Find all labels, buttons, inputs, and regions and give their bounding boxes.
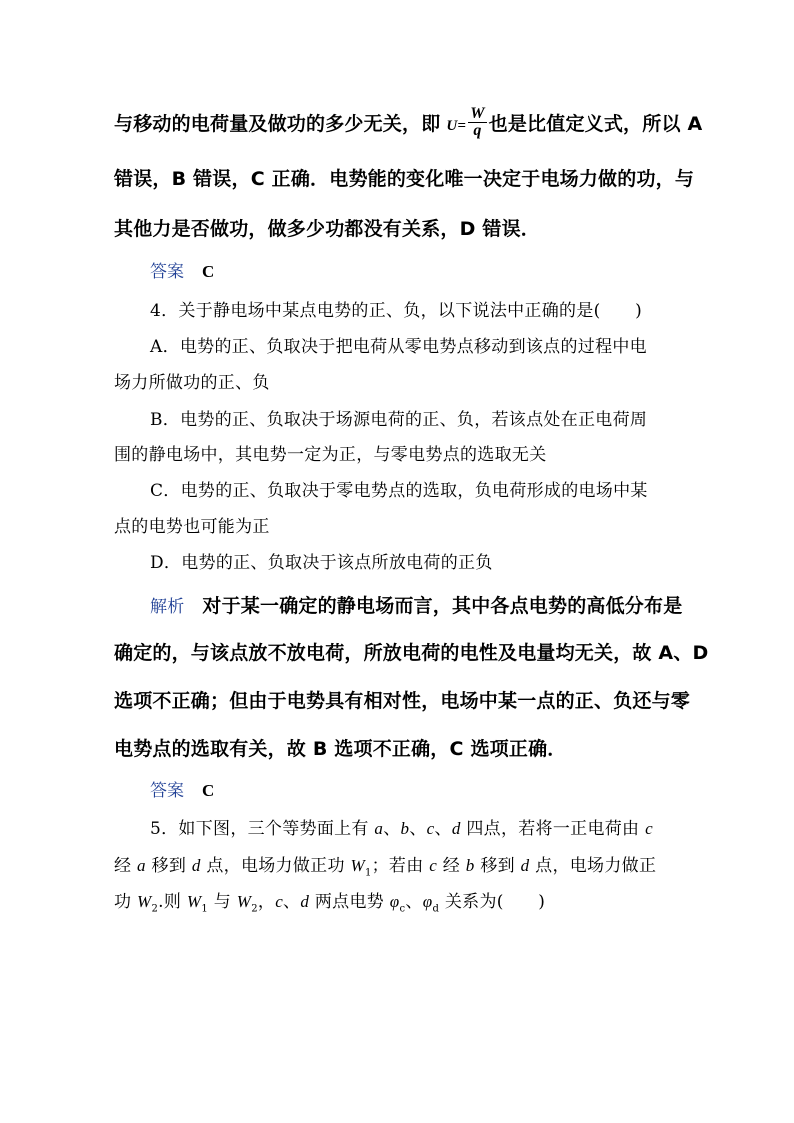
question-5-line-3: [114, 887, 545, 914]
q5-var-phi: φ: [389, 892, 400, 911]
question-4-option-c-line1: C．电势的正、负取决于零电势点的选取，负电荷形成的电场中某: [150, 481, 648, 501]
question-4-option-b-line2: 围的静电场中，其电势一定为正，与零电势点的选取无关: [114, 445, 547, 465]
q5-var-d: d: [191, 856, 201, 875]
analysis-line-1: [150, 591, 682, 618]
q5-text: 与: [208, 892, 237, 912]
q5-text: 关系为( ): [439, 892, 546, 912]
question-4-option-a-line1: A．电势的正、负取决于把电荷从零电势点移动到该点的过程中电: [150, 337, 647, 357]
q5-var-c: c: [426, 819, 435, 838]
text-line-1-post: 也是比值定义式，所以 A: [488, 113, 703, 135]
q5-text: 功: [114, 892, 138, 912]
q5-var-d: d: [451, 819, 461, 838]
q5-var-w: W: [350, 856, 365, 875]
analysis-line-4: 电势点的选取有关，故 B 选项不正确，C 选项正确．: [114, 738, 567, 760]
question-4-option-a-line2: 场力所做功的正、负: [114, 373, 270, 393]
q5-subscript: 1: [364, 867, 372, 879]
q5-text: 经: [114, 856, 138, 876]
q5-text: ，: [257, 892, 276, 912]
q5-text: 经: [437, 856, 466, 876]
q5-text: 5．如下图，三个等势面上有: [150, 819, 375, 839]
q5-var-c: c: [275, 892, 284, 911]
text-line-3: 其他力是否做功，做多少功都没有关系，D 错误．: [114, 218, 540, 240]
q5-var-a: a: [137, 856, 146, 875]
q5-var-c: c: [429, 856, 438, 875]
q5-text: ；若由: [371, 856, 430, 876]
q5-subscript: c: [399, 903, 406, 915]
q5-sep: 、: [283, 892, 301, 912]
question-4-stem: 4．关于静电场中某点电势的正、负，以下说法中正确的是( ): [150, 301, 643, 321]
answer-label: 答案: [150, 781, 184, 801]
math-u-symbol: U: [446, 118, 458, 134]
answer-value: C: [202, 262, 215, 281]
q5-sep: 、: [383, 819, 401, 839]
q5-sep: 、: [405, 892, 423, 912]
answer-1: [150, 257, 214, 282]
q5-text: 两点电势: [309, 892, 390, 912]
math-fraction: [468, 106, 486, 139]
q5-var-b: b: [400, 819, 410, 838]
text-line-1: [114, 105, 703, 141]
answer-2: [150, 776, 214, 801]
q5-var-w: W: [236, 892, 252, 911]
q5-var-w: W: [186, 892, 202, 911]
text-line-1-pre: 与移动的电荷量及做功的多少无关，即: [114, 113, 441, 135]
q5-var-w: W: [137, 892, 152, 911]
q5-text: 四点，若将一正电荷由: [460, 819, 646, 839]
math-equals: =: [457, 118, 467, 134]
q5-text: 移到: [145, 856, 192, 876]
fraction-numerator: W: [470, 105, 485, 122]
q5-subscript: 2: [251, 903, 258, 915]
analysis-line-3: 选项不正确；但由于电势具有相对性，电场中某一点的正、负还与零: [114, 690, 691, 712]
q5-subscript: 2: [151, 903, 159, 915]
q5-text: 点，电场力做正功: [200, 856, 351, 876]
question-5-line-2: [114, 851, 656, 878]
analysis-line-2: 确定的，与该点放不放电荷，所放电荷的电性及电量均无关，故 A、D: [114, 642, 709, 664]
answer-label: 答案: [150, 262, 184, 282]
q5-text: 移到: [474, 856, 521, 876]
q5-text: .则: [158, 892, 187, 912]
q5-sep: 、: [409, 819, 427, 839]
q5-var-phi: φ: [422, 892, 433, 911]
question-4-option-c-line2: 点的电势也可能为正: [114, 517, 270, 537]
q5-text: 点，电场力做正: [529, 856, 657, 876]
text-line-2: 错误，B 错误，C 正确．电势能的变化唯一决定于电场力做的功，与: [114, 168, 695, 190]
q5-sep: 、: [434, 819, 452, 839]
q5-var-c: c: [645, 819, 653, 838]
q5-subscript: 1: [201, 903, 209, 915]
q5-var-a: a: [374, 819, 384, 838]
question-5-line-1: [150, 814, 653, 839]
analysis-text-1: 对于某一确定的静电场而言，其中各点电势的高低分布是: [202, 595, 683, 617]
q5-var-b: b: [465, 856, 475, 875]
analysis-label: 解析: [150, 597, 185, 617]
fraction-denominator: q: [473, 122, 482, 139]
q5-subscript: d: [432, 903, 440, 915]
q5-var-d: d: [520, 856, 530, 875]
question-4-option-b-line1: B．电势的正、负取决于场源电荷的正、负，若该点处在正电荷周: [150, 410, 648, 430]
question-4-option-d: D．电势的正、负取决于该点所放电荷的正负: [150, 553, 493, 573]
answer-value: C: [202, 781, 215, 800]
q5-var-d: d: [300, 892, 310, 911]
